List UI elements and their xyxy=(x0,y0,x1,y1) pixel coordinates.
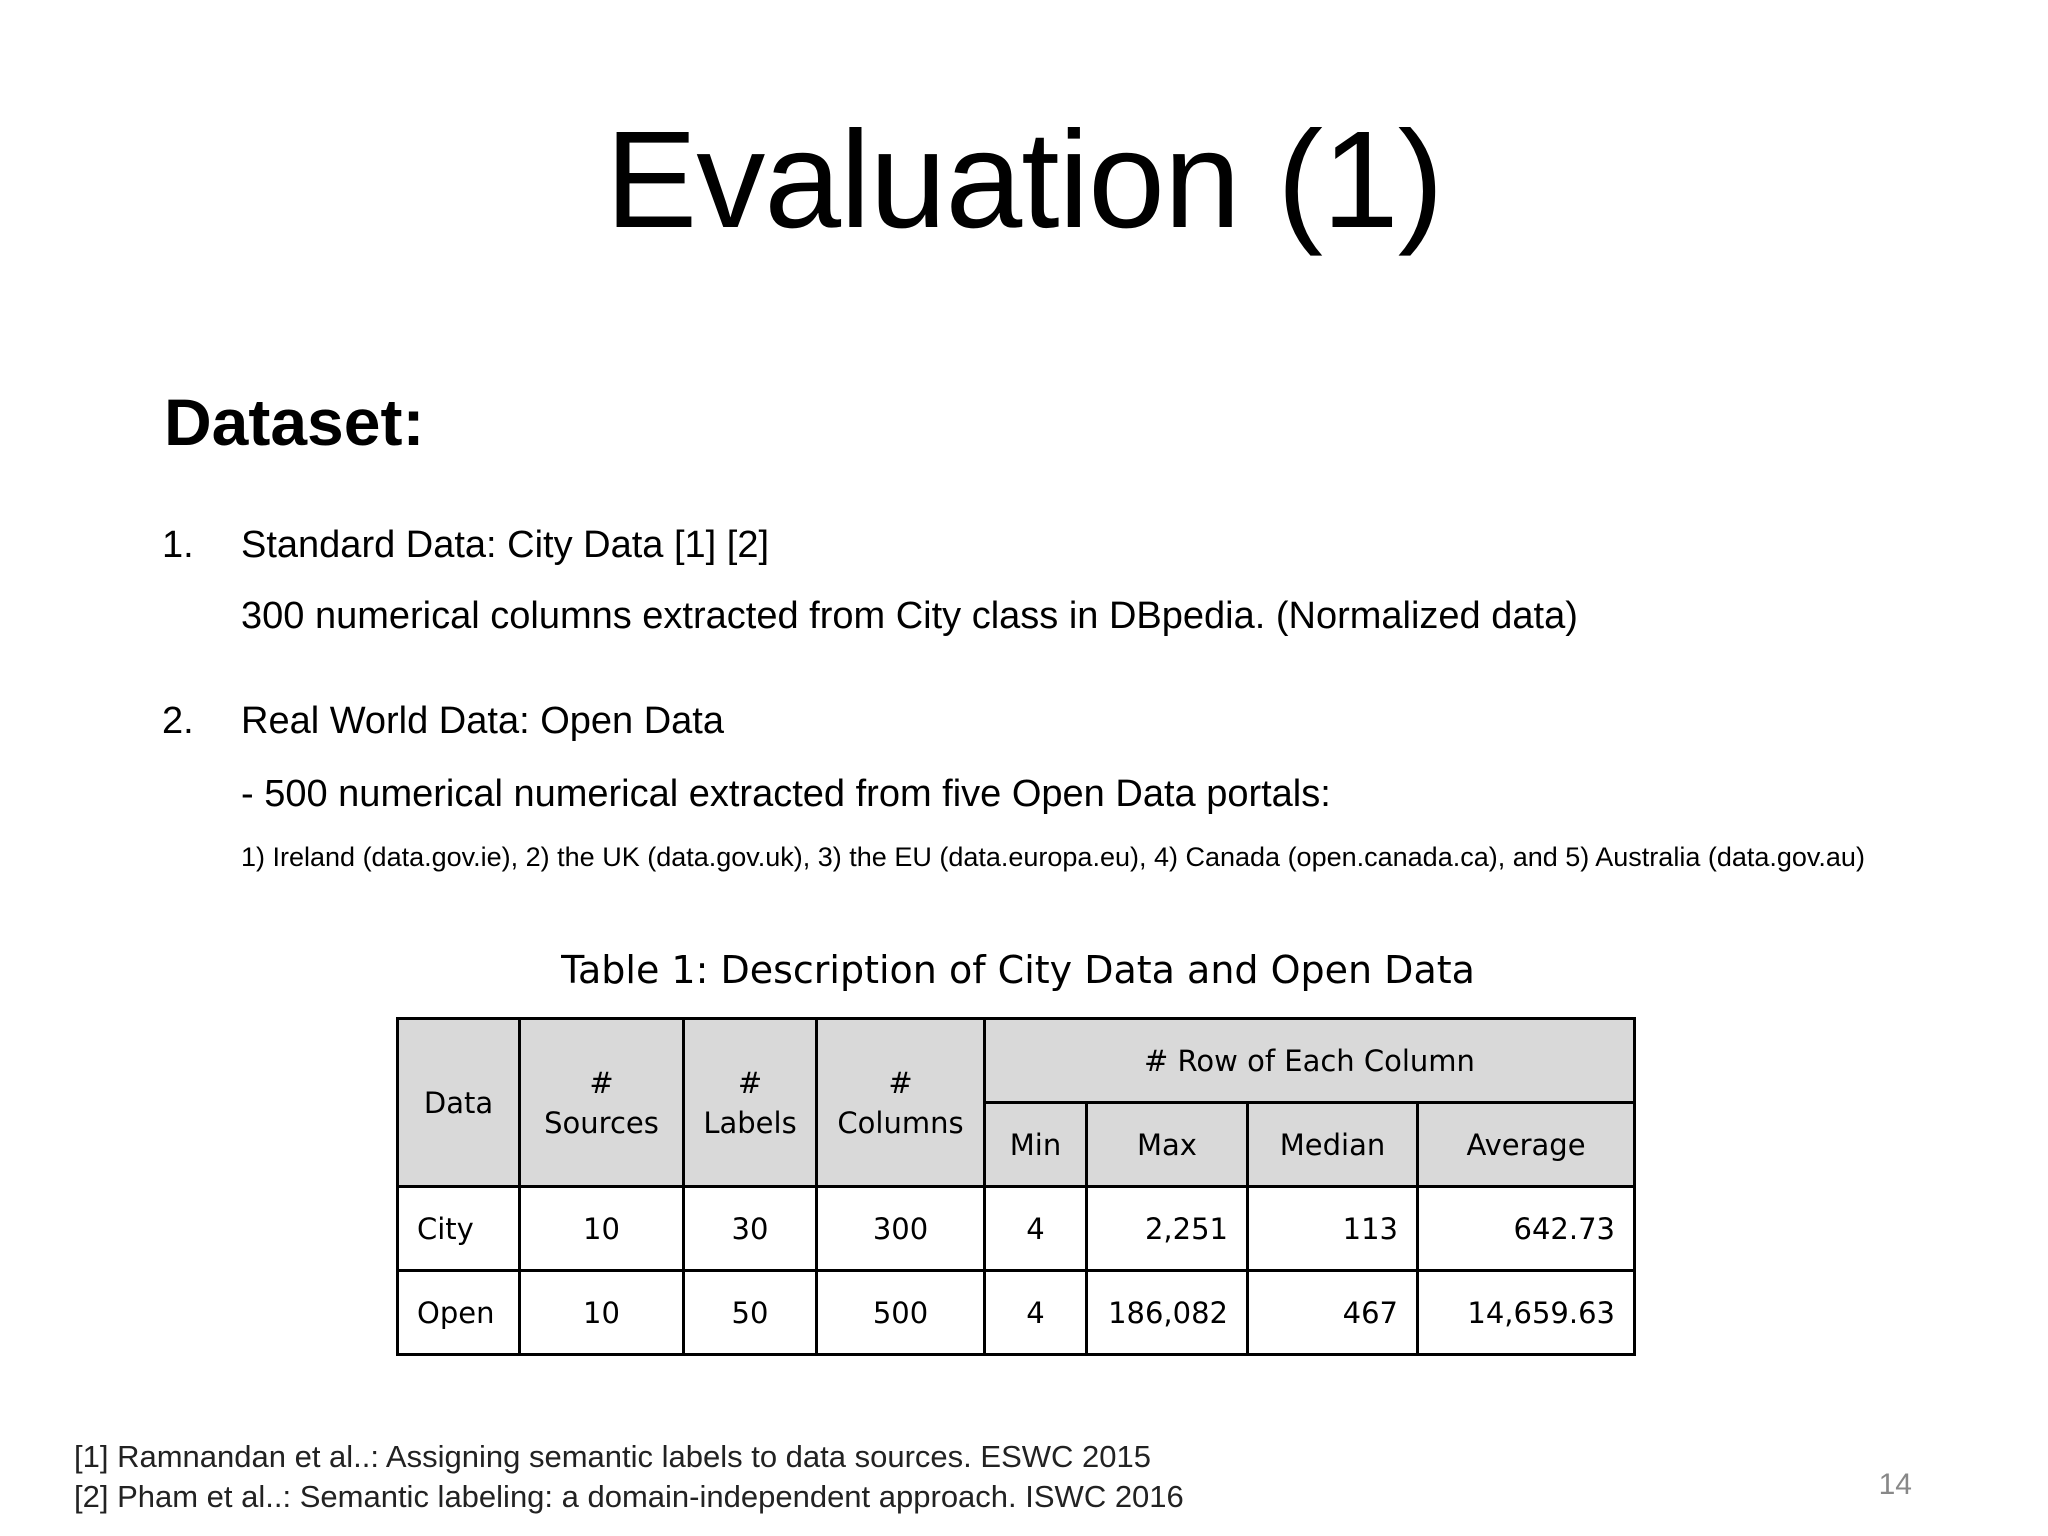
list-item-detail: - 500 numerical numerical extracted from five Open Data portals: xyxy=(241,773,1331,815)
table-row xyxy=(398,1187,1635,1271)
list-item-detail: 300 numerical columns extracted from City class in DBpedia. (Normalized data) xyxy=(241,595,1578,637)
footnote: [1] Ramnandan et al..: Assigning semantic labels to data sources. ESWC 2015 xyxy=(74,1439,1151,1474)
list-item-title: Standard Data: City Data [1] [2] xyxy=(241,524,770,566)
cell-columns: 500 xyxy=(817,1271,985,1355)
page-number: 14 xyxy=(1878,1468,1912,1501)
slide-title: Evaluation (1) xyxy=(605,103,1443,257)
header-data: Data xyxy=(398,1019,520,1187)
data-table xyxy=(396,1017,1636,1356)
list-item-subdetail: 1) Ireland (data.gov.ie), 2) the UK (data.gov.uk), 3) the EU (data.europa.eu), 4) Canada (open.canada.ca), and 5) Australia (data.gov.au) xyxy=(241,842,1865,872)
cell-average: 642.73 xyxy=(1418,1187,1635,1271)
cell-min: 4 xyxy=(985,1271,1087,1355)
footnote: [2] Pham et al..: Semantic labeling: a domain-independent approach. ISWC 2016 xyxy=(74,1479,1184,1514)
header-max: Max xyxy=(1087,1103,1248,1187)
cell-data: City xyxy=(398,1187,520,1271)
header-row-group: # Row of Each Column xyxy=(985,1019,1635,1103)
cell-labels: 50 xyxy=(684,1271,817,1355)
list-item-number: 1. xyxy=(162,524,194,566)
table-row xyxy=(398,1271,1635,1355)
cell-median: 113 xyxy=(1248,1187,1418,1271)
section-heading: Dataset: xyxy=(164,385,425,459)
cell-columns: 300 xyxy=(817,1187,985,1271)
header-labels: # Labels xyxy=(684,1019,817,1187)
header-sources: # Sources xyxy=(520,1019,684,1187)
header-min: Min xyxy=(985,1103,1087,1187)
cell-max: 186,082 xyxy=(1087,1271,1248,1355)
header-median: Median xyxy=(1248,1103,1418,1187)
cell-sources: 10 xyxy=(520,1187,684,1271)
list-item-number: 2. xyxy=(162,700,194,742)
header-columns: # Columns xyxy=(817,1019,985,1187)
list-item-title: Real World Data: Open Data xyxy=(241,700,724,742)
cell-average: 14,659.63 xyxy=(1418,1271,1635,1355)
cell-data: Open xyxy=(398,1271,520,1355)
header-average: Average xyxy=(1418,1103,1635,1187)
cell-sources: 10 xyxy=(520,1271,684,1355)
cell-max: 2,251 xyxy=(1087,1187,1248,1271)
table-caption: Table 1: Description of City Data and Open Data xyxy=(561,948,1475,992)
cell-labels: 30 xyxy=(684,1187,817,1271)
cell-min: 4 xyxy=(985,1187,1087,1271)
cell-median: 467 xyxy=(1248,1271,1418,1355)
